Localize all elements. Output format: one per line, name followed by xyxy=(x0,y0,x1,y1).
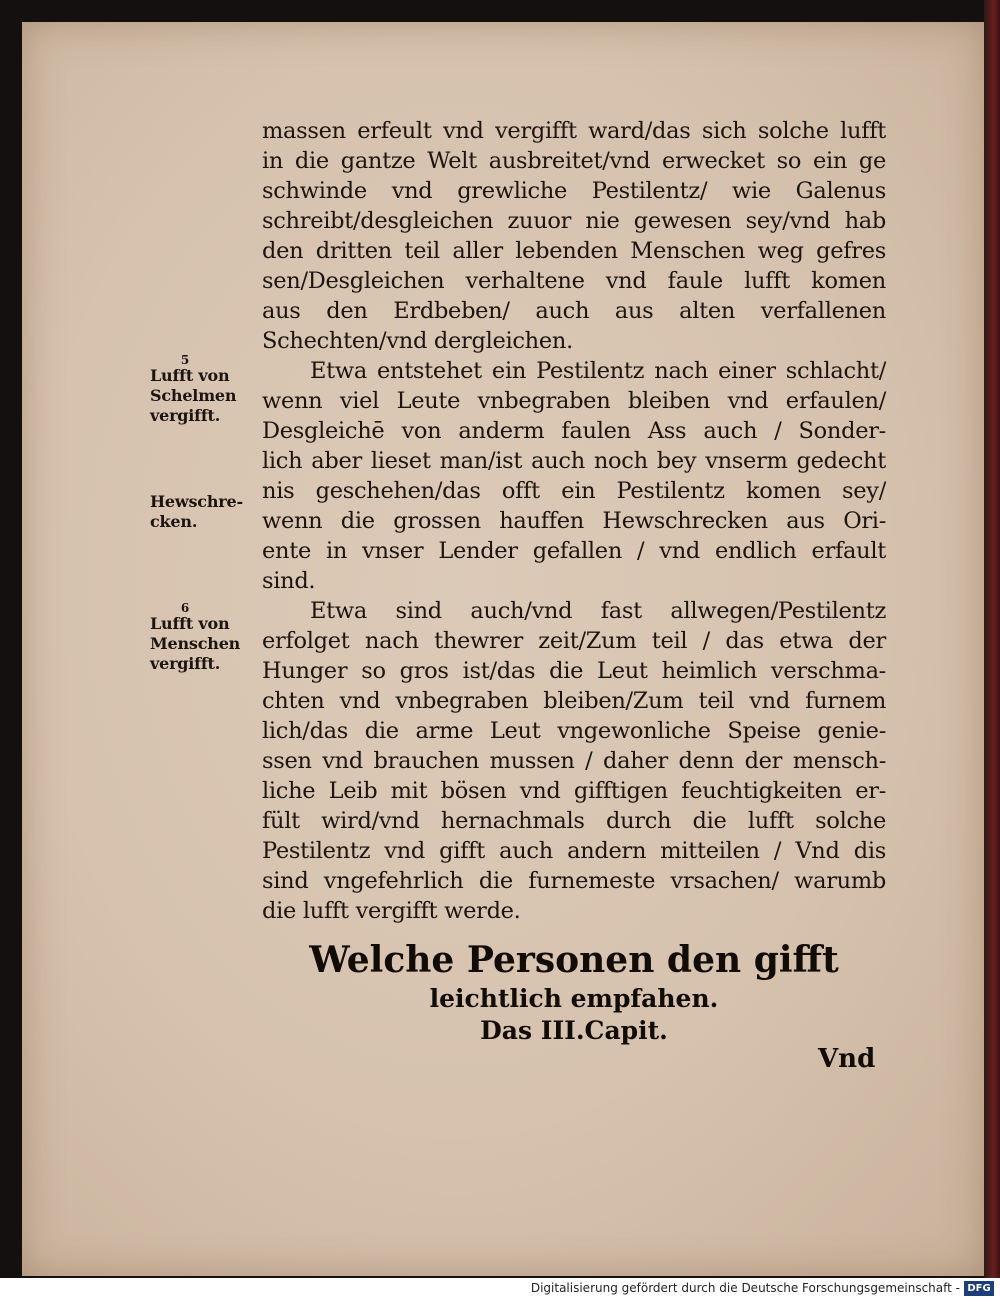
body-text-line: Schechten/vnd dergleichen. xyxy=(262,328,573,354)
margin-note-line: cken. xyxy=(150,512,198,531)
body-text-line: Etwa entstehet ein Pestilentz nach einer schlacht/ xyxy=(310,358,886,384)
body-text-line: den dritten teil aller lebenden Menschen weg gefres xyxy=(262,238,886,264)
dfg-logo[interactable]: DFG xyxy=(964,1281,994,1296)
margin-note-line: Schelmen xyxy=(150,386,237,405)
body-text-line: schreibt/desgleichen zuuor nie gewesen sey/vnd hab xyxy=(262,208,886,234)
footer-bar xyxy=(0,1278,1000,1300)
body-text-line: fült wird/vnd hernachmals durch die lufft solche xyxy=(262,808,886,834)
body-text-line: Desgleichē von anderm faulen Ass auch / Sonder- xyxy=(262,418,886,444)
margin-note xyxy=(150,602,260,674)
body-text-line: ente in vnser Lender gefallen / vnd endlich erfault xyxy=(262,538,886,564)
body-text-line: wenn viel Leute vnbegraben bleiben vnd erfaulen/ xyxy=(262,388,886,414)
margin-note xyxy=(150,492,260,532)
margin-note-line: Hewschre- xyxy=(150,492,243,511)
footer-credit: Digitalisierung gefördert durch die Deutsche Forschungsgemeinschaft - xyxy=(530,1281,960,1295)
body-text-line: in die gantze Welt ausbreitet/vnd erwecket so ein ge xyxy=(262,148,886,174)
body-text-line: sind. xyxy=(262,568,316,594)
body-text-line: sen/Desgleichen verhaltene vnd faule lufft komen xyxy=(262,268,886,294)
body-text-line: lich/das die arme Leut vngewonliche Speise genie- xyxy=(262,718,886,744)
margin-note-line: Lufft von xyxy=(150,366,230,385)
catchword: Vnd xyxy=(818,1044,876,1074)
margin-note-line: vergifft. xyxy=(150,406,221,425)
body-text-line: lich aber lieset man/ist auch noch bey vnserm gedecht xyxy=(262,448,886,474)
body-text-line: chten vnd vnbegraben bleiben/Zum teil vnd furnem xyxy=(262,688,886,714)
chapter-subheading: leichtlich empfahen. xyxy=(429,984,719,1013)
body-text-line: schwinde vnd grewliche Pestilentz/ wie Galenus xyxy=(262,178,886,204)
book-edge xyxy=(984,0,1000,1278)
margin-note-number: 5 xyxy=(180,353,190,367)
margin-note-number: 6 xyxy=(180,601,190,615)
body-text-line: liche Leib mit bösen vnd gifftigen feuchtigkeiten er- xyxy=(262,778,886,804)
body-text-line: Hunger so gros ist/das die Leut heimlich verschma- xyxy=(262,658,886,684)
body-text-line: aus den Erdbeben/ auch aus alten verfallenen xyxy=(262,298,886,324)
body-text-line: Etwa sind auch/vnd fast allwegen/Pestilentz xyxy=(310,598,886,624)
body-text-line: sind vngefehrlich die furnemeste vrsachen/ warumb xyxy=(262,868,886,894)
body-text-line: massen erfeult vnd vergifft ward/das sich solche lufft xyxy=(262,118,886,144)
chapter-number: Das III.Capit. xyxy=(480,1016,668,1045)
margin-note xyxy=(150,354,260,426)
margin-note-line: Menschen xyxy=(150,634,241,653)
margin-note-line: vergifft. xyxy=(150,654,221,673)
body-text-line: die lufft vergifft werde. xyxy=(262,898,521,924)
body-text-line: wenn die grossen hauffen Hewschrecken aus Ori- xyxy=(262,508,886,534)
body-text-line: nis geschehen/das offt ein Pestilentz komen sey/ xyxy=(262,478,886,504)
body-text-line: Pestilentz vnd gifft auch andern mitteilen / Vnd dis xyxy=(262,838,886,864)
body-text-line: erfolget nach thewrer zeit/Zum teil / das etwa der xyxy=(262,628,886,654)
chapter-heading: Welche Personen den gifft xyxy=(309,939,839,981)
margin-note-line: Lufft von xyxy=(150,614,230,633)
body-text-line: ssen vnd brauchen mussen / daher denn der mensch- xyxy=(262,748,886,774)
